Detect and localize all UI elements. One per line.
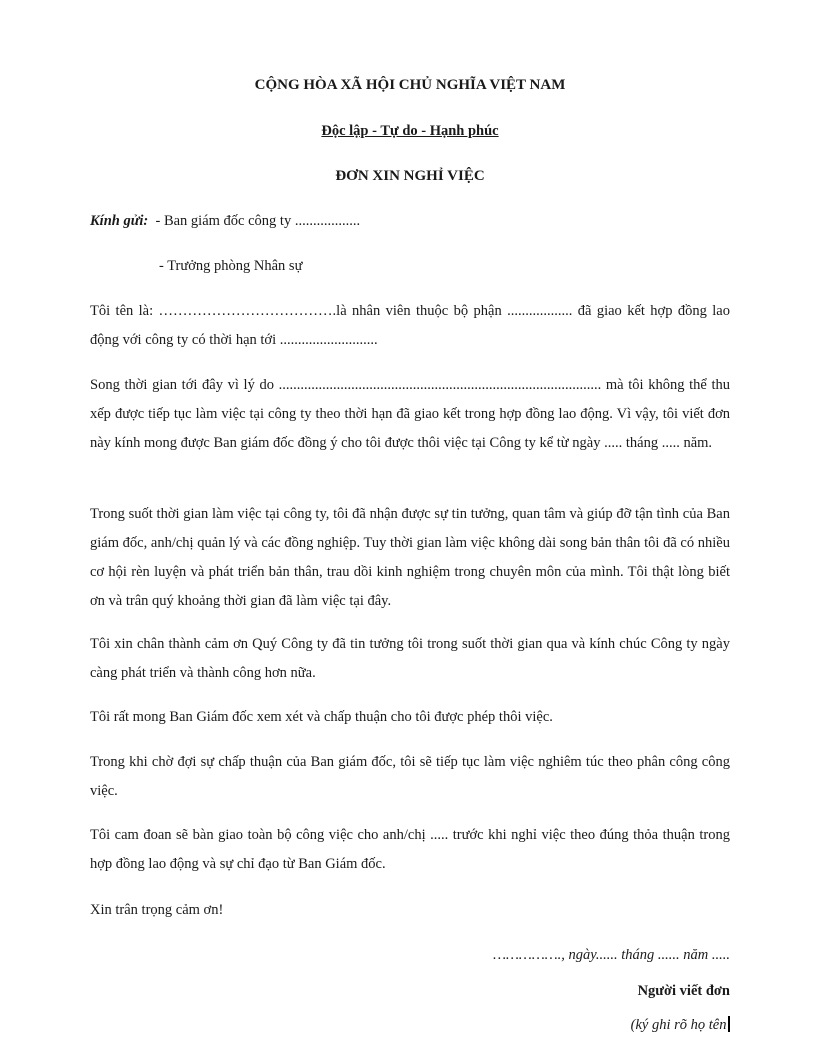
paragraph-commitment: Trong khi chờ đợi sự chấp thuận của Ban giám đốc, tôi sẽ tiếp tục làm việc nghiêm túc theo phân công công việc.: [90, 754, 730, 799]
paragraph-thanks: Tôi xin chân thành cảm ơn Quý Công ty đã tin tưởng tôi trong suốt thời gian qua và kính chúc Công ty ngày càng phát triển và thành công hơn nữa.: [90, 636, 730, 681]
signature-hint: (ký ghi rõ họ tên: [630, 1017, 727, 1033]
recipient-hr: - Trưởng phòng Nhân sự: [159, 258, 303, 274]
recipient-company: - Ban giám đốc công ty ..................: [155, 213, 361, 229]
recipient-label: Kính gửi:: [90, 213, 149, 229]
signer-label: Người viết đơn: [637, 983, 730, 999]
paragraph-gratitude: Trong suốt thời gian làm việc tại công ty, tôi đã nhận được sự tin tưởng, quan tâm và giúp đỡ tận tình của Ban giám đốc, anh/chị quản lý và các đồng nghiệp. Tuy thời gian làm việc không dài song bản thân tôi đã có nhiều cơ hội rèn luyện và phát triển bản thân, trau dồi kinh nghiệm trong chuyên môn của mình. Tôi thật lòng biết ơn và trân quý khoảng thời gian đã làm việc tại đây.: [90, 506, 730, 609]
signature-date: ……………., ngày...... tháng ...... năm .....: [493, 947, 730, 963]
recipient-line-2: [159, 258, 302, 275]
text-cursor: [728, 1016, 731, 1032]
paragraph-request: Tôi rất mong Ban Giám đốc xem xét và chấp thuận cho tôi được phép thôi việc.: [90, 709, 553, 725]
document-title: ĐƠN XIN NGHỈ VIỆC: [335, 168, 485, 184]
closing-line: Xin trân trọng cảm ơn!: [90, 902, 224, 918]
paragraph-handover: Tôi cam đoan sẽ bàn giao toàn bộ công việc cho anh/chị ..... trước khi nghỉ việc theo đúng thỏa thuận trong hợp đồng lao động và sự chỉ đạo từ Ban Giám đốc.: [90, 827, 730, 872]
national-title: CỘNG HÒA XÃ HỘI CHỦ NGHĨA VIỆT NAM: [254, 77, 566, 93]
document-page: [90, 0, 730, 1064]
recipient-line-1: [90, 213, 360, 230]
paragraph-reason: Song thời gian tới đây vì lý do ......................................................................................... mà tôi không thể thu xếp được tiếp tục làm việc tại công ty theo thời hạn đã giao kết trong hợp đồng lao động. Vì vậy, tôi viết đơn này kính mong được Ban giám đốc đồng ý cho tôi được thôi việc tại Công ty kể từ ngày ..... tháng ..... năm.: [90, 377, 730, 451]
paragraph-intro: Tôi tên là: ……………………………….là nhân viên thuộc bộ phận .................. đã giao kết hợp đồng lao động với công ty có thời hạn tới ...........................: [90, 303, 730, 348]
signature-hint-line: [631, 1016, 730, 1034]
national-motto: Độc lập - Tự do - Hạnh phúc: [321, 123, 499, 139]
